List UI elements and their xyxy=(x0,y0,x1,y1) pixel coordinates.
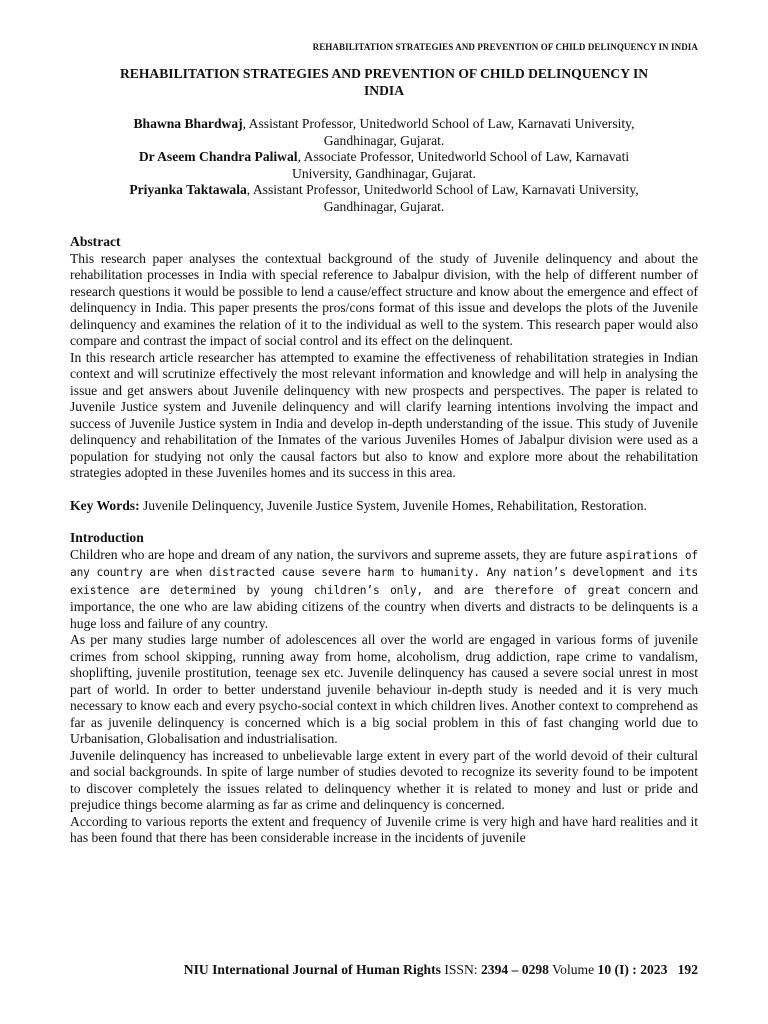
author-3 xyxy=(70,182,698,199)
author-2-affiliation-cont: University, Gandhinagar, Gujarat. xyxy=(292,165,476,181)
keywords-label: Key Words: xyxy=(70,497,140,513)
author-2 xyxy=(70,149,698,166)
title-line-1: REHABILITATION STRATEGIES AND PREVENTION OF CHILD DELINQUENCY IN xyxy=(119,66,649,81)
page-number: 192 xyxy=(677,962,698,977)
journal-name: NIU International Journal of Human Rights xyxy=(183,962,441,977)
issn-label: ISSN: xyxy=(440,962,481,977)
spacer xyxy=(70,514,698,530)
abstract-paragraph-2: In this research article researcher has attempted to examine the effectiveness of rehabilitation strategies in Indian context and will scrutinize effectively the most relevant information and knowledge and will help in analysing the issue and get answers about Juvenile delinquency with new prospects and perspectives. The paper is related to Juvenile Justice system and Juvenile delinquency and will clarify learning intentions involving the impact and success of Juvenile Justice system in India and develop in-depth understanding of the issue. This study of Juvenile delinquency and rehabilitation of the Inmates of the various Juveniles Homes of Jabalpur division were used as a population for studying not only the causal factors but also to know and explore more about the rehabilitation strategies adopted in these Juveniles homes and its success in this area. xyxy=(70,349,698,480)
introduction-heading: Introduction xyxy=(70,530,144,545)
author-3-name: Priyanka Taktawala xyxy=(129,182,247,197)
author-2-affiliation: , Associate Professor, Unitedworld School of Law, Karnavati xyxy=(297,149,630,164)
author-1-affiliation-cont: Gandhinagar, Gujarat. xyxy=(323,132,445,148)
paper-body xyxy=(70,234,698,847)
author-1-name: Bhawna Bhardwaj xyxy=(133,116,243,131)
page-footer xyxy=(184,962,698,978)
volume-label: Volume xyxy=(548,962,598,977)
keywords-text: Juvenile Delinquency, Juvenile Justice System, Juvenile Homes, Rehabilitation, Restoration. xyxy=(139,497,647,513)
abstract-heading: Abstract xyxy=(70,234,121,249)
introduction-paragraph-2: As per many studies large number of adolescences all over the world are engaged in various forms of juvenile crimes from school skipping, running away from home, alcoholism, drug addiction, rape crime to vandalism, shoplifting, juvenile prostitution, teenage sex etc. Juvenile delinquency has caused a severe social unrest in most part of world. In order to better understand juvenile behaviour in-depth study is needed and it is very much necessary to know each and every psycho-social context in which children lives. Another context to comprehend as far as juvenile delinquency is concerned which is a big social problem in this of fast changing world due to Urbanisation, Globalisation and industrialisation. xyxy=(70,632,698,746)
author-1-affiliation: , Assistant Professor, Unitedworld School of Law, Karnavati University, xyxy=(242,116,635,131)
author-2-name: Dr Aseem Chandra Paliwal xyxy=(138,149,298,164)
spacer xyxy=(70,482,698,498)
intro-p1-part-c: concern and importance, the one who are law abiding citizens of the country when diverts and distracts to be delinquents is a huge loss and failure of any country. xyxy=(70,581,698,631)
author-3-affiliation: , Assistant Professor, Unitedworld School of Law, Karnavati University, xyxy=(246,182,639,197)
introduction-paragraph-3: Juvenile delinquency has increased to unbelievable large extent in every part of the world devoid of their cultural and social backgrounds. In spite of large number of studies devoted to recognize its severity found to be impotent to discover completely the issues related to delinquency whether it is related to money and lust or pride and prejudice things become alarming as far as crime and delinquency is concerned. xyxy=(70,747,698,812)
intro-p1-part-b: aspirations of any country are when distracted cause severe harm to humanity. Any nation’s development and its existence are determined by young children’s only, and are therefore of great xyxy=(70,548,699,597)
volume-number: 10 (I) : 2023 xyxy=(597,962,668,977)
author-list xyxy=(70,116,698,215)
keywords xyxy=(70,498,698,515)
running-head: REHABILITATION STRATEGIES AND PREVENTION OF CHILD DELINQUENCY IN INDIA xyxy=(312,42,698,52)
intro-p1-part-a: Children who are hope and dream of any nation, the survivors and supreme assets, they are future xyxy=(70,546,603,562)
author-3-affiliation-cont: Gandhinagar, Gujarat. xyxy=(323,198,445,214)
introduction-paragraph-4: According to various reports the extent and frequency of Juvenile crime is very high and have hard realities and it has been found that there has been considerable increase in the incidents of juvenile xyxy=(70,813,698,845)
issn-number: 2394 – 0298 xyxy=(480,962,549,977)
introduction-paragraph-1 xyxy=(70,547,698,633)
author-1 xyxy=(70,116,698,133)
paper-title xyxy=(70,66,698,99)
abstract-paragraph-1: This research paper analyses the contextual background of the study of Juvenile delinquency and about the rehabilitation processes in India with special reference to Jabalpur division, with the help of different number of research questions it would be possible to lend a cause/effect structure and know about the emergence and effect of delinquency in India. This paper presents the pros/cons format of this issue and develops the plots of the Juvenile delinquency and examines the relation of it to the individual as well to the system. This research paper would also compare and contrast the impact of social control and its effect on the delinquent. xyxy=(70,250,698,348)
title-line-2: INDIA xyxy=(363,82,405,98)
